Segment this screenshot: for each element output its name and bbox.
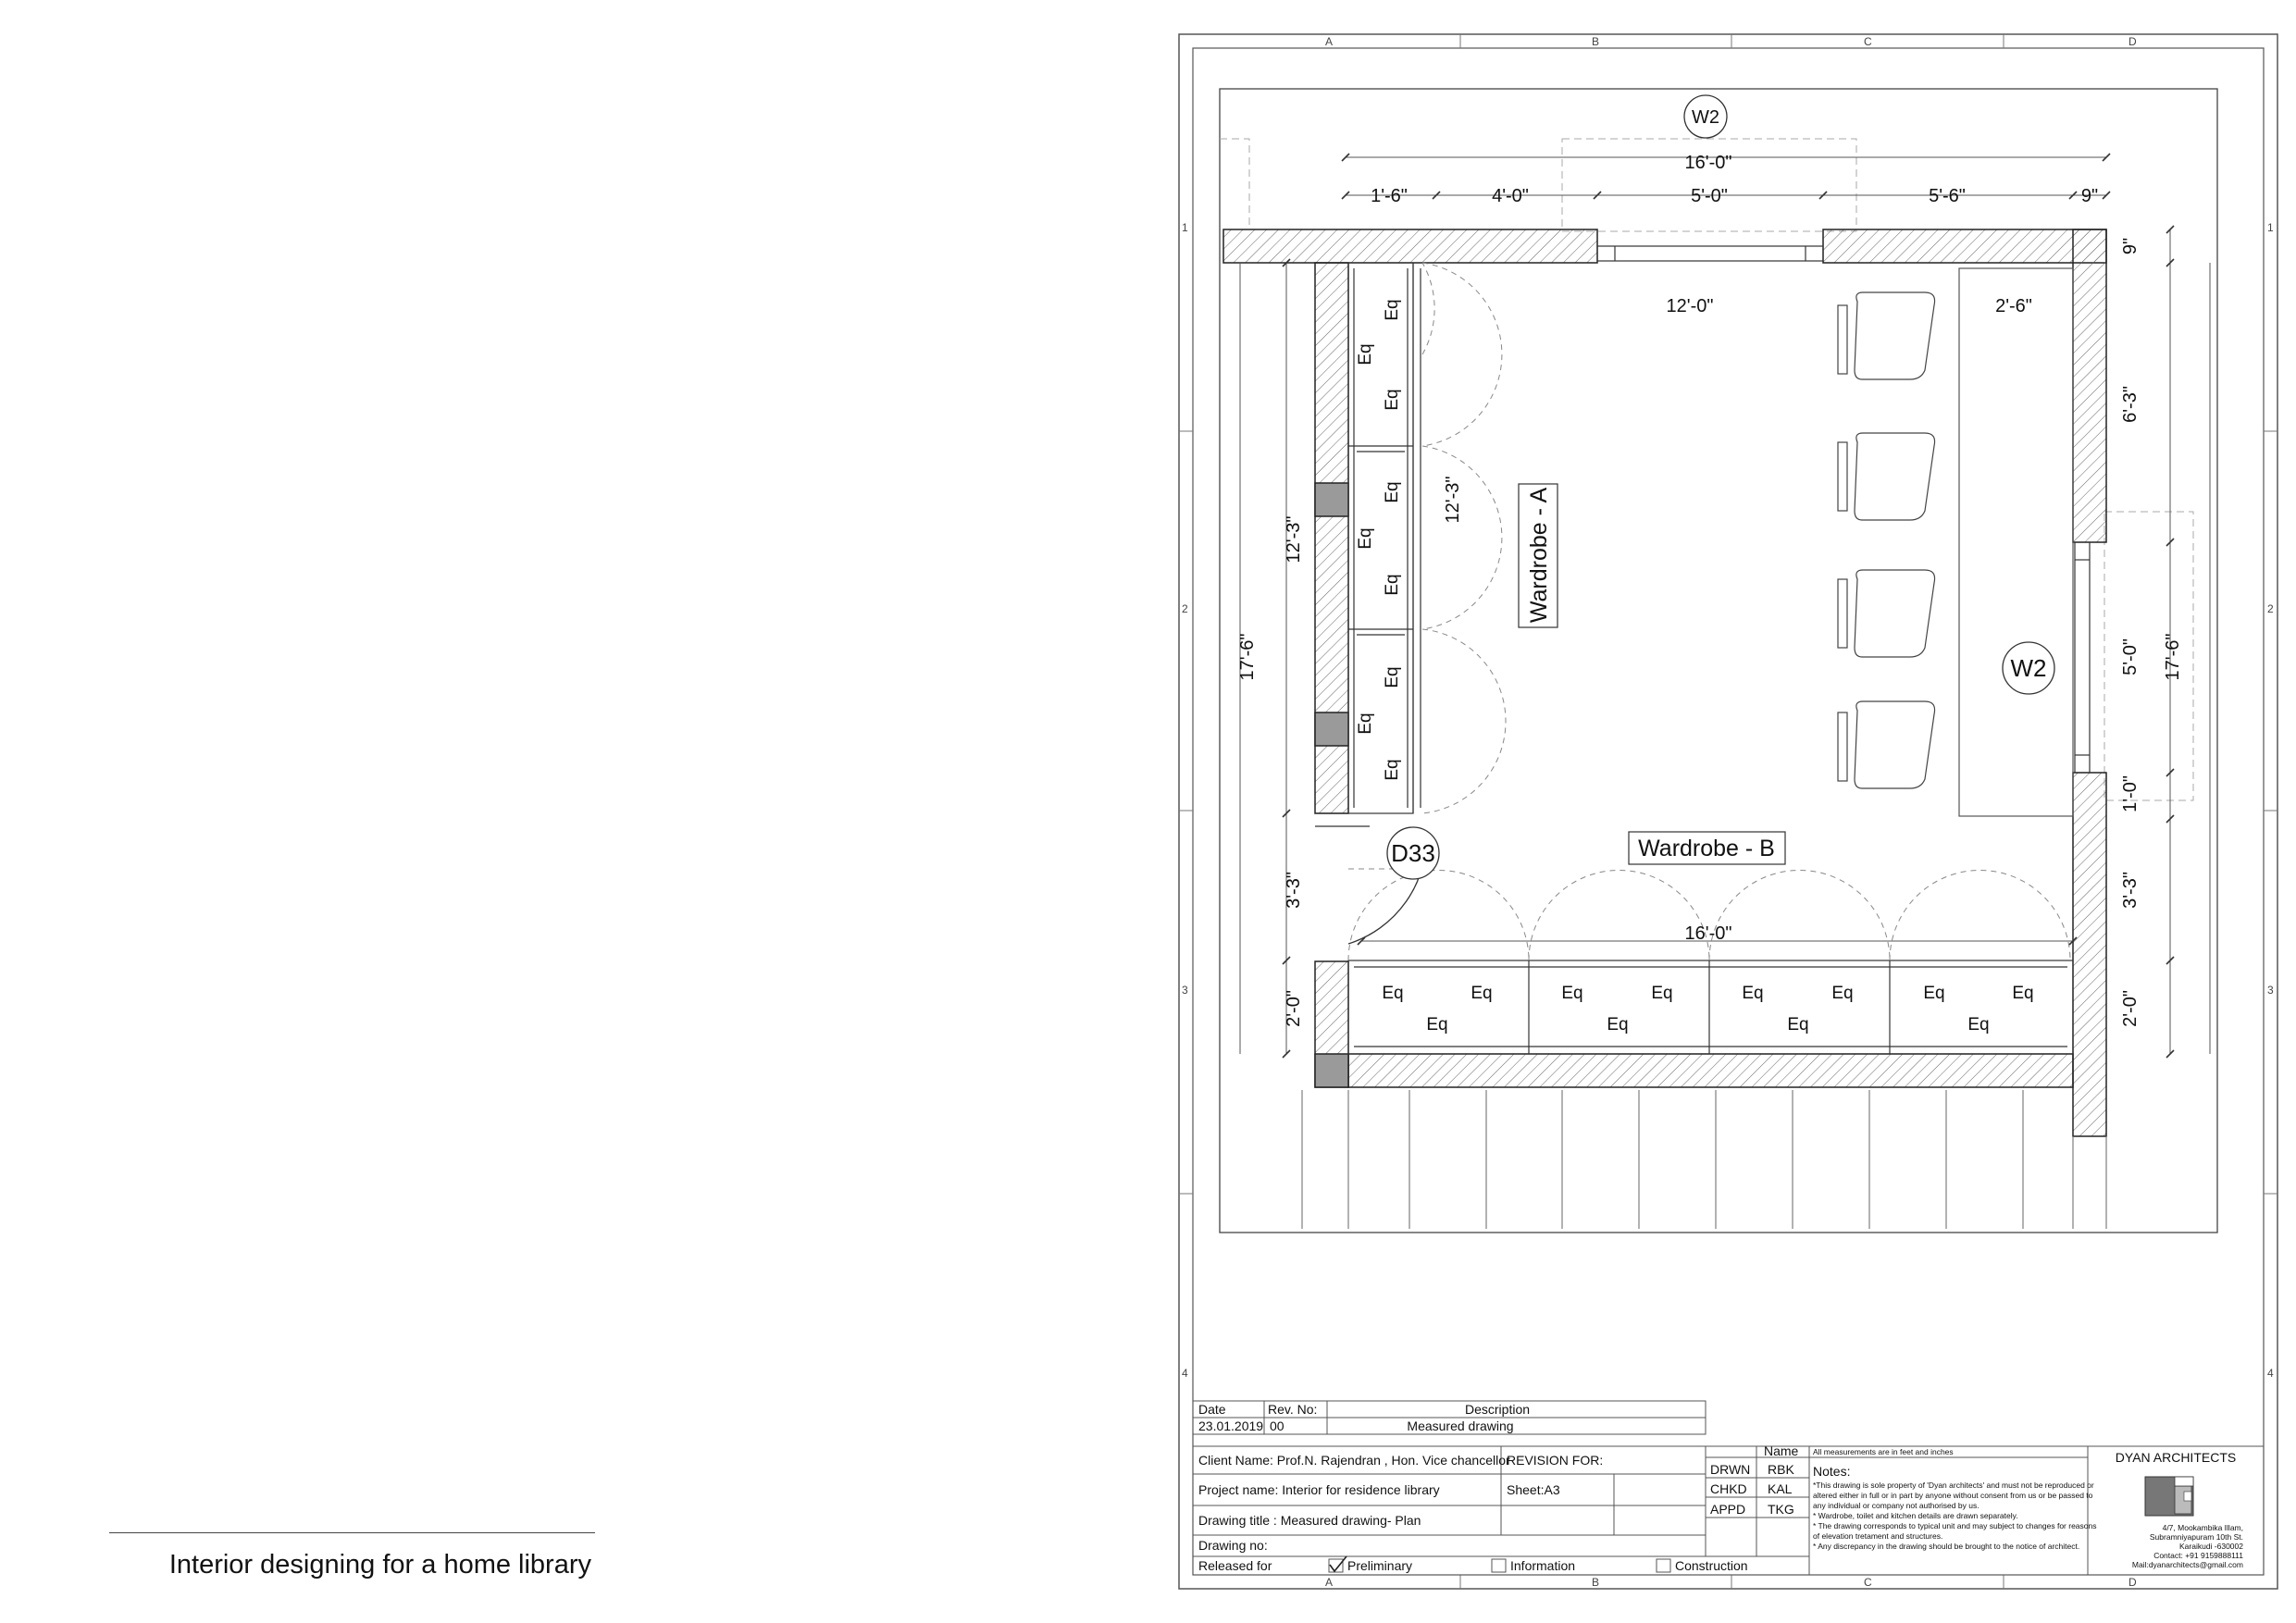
eq-label: Eq <box>1607 1015 1629 1035</box>
chair-2 <box>1838 433 1935 520</box>
eq-label: Eq <box>1382 984 1404 1003</box>
grid-col-c-top: C <box>1864 35 1872 48</box>
tb-client: Client Name: Prof.N. Rajendran , Hon. Vice chancellor <box>1198 1453 1510 1468</box>
tb-drwn: DRWN <box>1710 1462 1751 1477</box>
tb-note-5: * The drawing corresponds to typical unit and may subject to changes for reasons <box>1813 1521 2097 1530</box>
chair-4 <box>1838 701 1935 788</box>
dim-top-2: 4'-0" <box>1492 186 1529 206</box>
wardrobe-b <box>1348 960 2073 1054</box>
grid-row-2-right: 2 <box>2267 602 2274 615</box>
tb-drawing-title: Drawing title : Measured drawing- Plan <box>1198 1513 1421 1528</box>
grid-col-d-bottom: D <box>2128 1576 2137 1589</box>
tag-d33 <box>1387 827 1439 879</box>
grid-row-3-right: 3 <box>2267 984 2274 997</box>
eq-label: Eq <box>1471 984 1493 1003</box>
eq-label: Eq <box>1426 1015 1448 1035</box>
grid-row-1-left: 1 <box>1182 221 1188 234</box>
wall-right-upper <box>2073 229 2106 542</box>
tb-addr-5: Mail:dyanarchitects@gmail.com <box>2131 1560 2243 1569</box>
grid-row-4-left: 4 <box>1182 1367 1188 1380</box>
grid-row-4-right: 4 <box>2267 1367 2274 1380</box>
tb-opt-preliminary: Preliminary <box>1347 1558 1413 1573</box>
dim-right-5: 3'-3" <box>2120 872 2141 909</box>
dim-left-4: 2'-0" <box>1284 990 1304 1027</box>
grid-row-1-right: 1 <box>2267 221 2274 234</box>
preliminary-check-icon <box>1330 1556 1347 1571</box>
eq-label: Eq <box>1356 343 1375 365</box>
tb-note-6: of elevation tretament and structures. <box>1813 1531 1943 1541</box>
dim-left-overall: 17'-6" <box>1237 633 1258 681</box>
column-1 <box>1315 483 1348 516</box>
eq-label: Eq <box>1831 984 1854 1003</box>
stair-lines <box>1302 1090 2106 1229</box>
dim-inner-width: 12'-0" <box>1666 296 1714 316</box>
tb-note-4: * Wardrobe, toilet and kitchen details are drawn separately. <box>1813 1511 2018 1520</box>
tb-released-for: Released for <box>1198 1558 1272 1573</box>
dim-left-3: 3'-3" <box>1284 872 1304 909</box>
tb-drawing-no: Drawing no: <box>1198 1538 1268 1553</box>
page-caption <box>109 1532 595 1580</box>
study-table <box>1959 268 2073 816</box>
dim-bottom-wardrobe: 16'-0" <box>1684 923 1732 944</box>
tb-drwn-name: RBK <box>1768 1462 1794 1477</box>
grid-col-b-top: B <box>1592 35 1600 48</box>
tb-chkd: CHKD <box>1710 1481 1747 1496</box>
eq-label: Eq <box>1923 984 1945 1003</box>
tb-notes-title: Notes: <box>1813 1464 1851 1479</box>
tb-appd: APPD <box>1710 1502 1746 1517</box>
wardrobe-b-door-swings <box>1348 869 2070 960</box>
tag-w2-top-label: W2 <box>1692 107 1719 128</box>
eq-label: Eq <box>1787 1015 1809 1035</box>
dim-right-4: 1'-0" <box>2120 775 2141 812</box>
tag-w2-right <box>2003 642 2054 694</box>
chair-1 <box>1838 292 1935 379</box>
tb-note-3: any individual or company not authorised by us. <box>1813 1501 1980 1510</box>
tb-addr-1: 4/7, Mookambika Illam, <box>2162 1523 2243 1532</box>
eq-label: Eq <box>1356 712 1375 735</box>
grid-col-d-top: D <box>2128 35 2137 48</box>
grid-col-b-bottom: B <box>1592 1576 1600 1589</box>
dim-top-4: 5'-6" <box>1929 186 1966 206</box>
column-2 <box>1315 712 1348 746</box>
dim-right-2: 6'-3" <box>2120 386 2141 423</box>
tb-rev-header: Rev. No: <box>1268 1402 1318 1417</box>
eq-label: Eq <box>1383 666 1402 688</box>
tb-revision-for: REVISION FOR: <box>1507 1453 1604 1468</box>
dim-top-1: 1'-6" <box>1371 186 1408 206</box>
label-wardrobe-a-text: Wardrobe - A <box>1526 487 1552 624</box>
tb-opt-information: Information <box>1510 1558 1576 1573</box>
wall-top-right <box>1823 229 2106 263</box>
grid-row-2-left: 2 <box>1182 602 1188 615</box>
eq-label: Eq <box>1383 389 1402 411</box>
dim-top-5: 9" <box>2080 186 2099 206</box>
tb-date-header: Date <box>1198 1402 1226 1417</box>
dim-table-width: 2'-6" <box>1995 296 2032 316</box>
tb-addr-2: Subramniyapuram 10th St. <box>2149 1532 2243 1542</box>
eq-label: Eq <box>1383 759 1402 781</box>
eq-label: Eq <box>1383 299 1402 321</box>
caption-text: Interior designing for a home library <box>168 1550 591 1580</box>
eq-label: Eq <box>1967 1015 1990 1035</box>
wall-bottom <box>1348 1054 2073 1087</box>
tb-addr-3: Karaikudi -630002 <box>2179 1542 2243 1551</box>
tb-note-2: altered either in full or in part by anyone without consent from us or be passed to <box>1813 1491 2093 1500</box>
tb-note-7: * Any discrepancy in the drawing should be brought to the notice of architect. <box>1813 1542 2080 1551</box>
tb-appd-name: TKG <box>1768 1502 1794 1517</box>
tb-desc-value: Measured drawing <box>1407 1419 1514 1433</box>
tb-desc-header: Description <box>1464 1402 1531 1417</box>
dim-right-1: 9" <box>2120 237 2141 255</box>
wardrobe-a-door-swings <box>1422 263 1506 813</box>
dimension-lines <box>1240 157 2210 1054</box>
column-3 <box>1315 1054 1348 1087</box>
dim-top-overall: 16'-0" <box>1684 153 1732 173</box>
tb-name-header: Name <box>1764 1443 1799 1458</box>
grid-col-a-bottom: A <box>1325 1576 1334 1589</box>
eq-label: Eq <box>1356 527 1375 550</box>
dim-right-3: 5'-0" <box>2120 638 2141 675</box>
label-wardrobe-a <box>1519 484 1558 627</box>
eq-label: Eq <box>1742 984 1764 1003</box>
firm-logo <box>2145 1477 2193 1516</box>
eq-label: Eq <box>2012 984 2034 1003</box>
tb-project: Project name: Interior for residence library <box>1198 1482 1440 1497</box>
chair-3 <box>1838 570 1935 657</box>
dim-top-3: 5'-0" <box>1691 186 1728 206</box>
tag-w2-top <box>1684 95 1727 138</box>
tb-note-1: *This drawing is sole property of 'Dyan architects' and must not be reproduced or <box>1813 1481 2094 1490</box>
eq-label: Eq <box>1383 574 1402 596</box>
wall-top-left <box>1223 229 1597 263</box>
dim-right-overall: 17'-6" <box>2163 633 2183 681</box>
grid-col-a-top: A <box>1325 35 1334 48</box>
chairs <box>1838 292 1935 788</box>
tb-addr-4: Contact: +91 9159888111 <box>2153 1551 2243 1560</box>
label-wardrobe-b <box>1629 832 1785 864</box>
eq-label: Eq <box>1651 984 1673 1003</box>
dim-wardrobe-a-length: 12'-3" <box>1443 476 1463 524</box>
tb-opt-construction: Construction <box>1675 1558 1748 1573</box>
tb-chkd-name: KAL <box>1768 1481 1793 1496</box>
tb-measure-note: All measurements are in feet and inches <box>1813 1447 1954 1456</box>
tb-sheet: Sheet:A3 <box>1507 1482 1560 1497</box>
dim-left-segment: 12'-3" <box>1284 515 1304 564</box>
tb-date-value: 23.01.2019 <box>1198 1419 1264 1433</box>
label-wardrobe-b-text: Wardrobe - B <box>1638 836 1775 861</box>
eq-label: Eq <box>1383 481 1402 503</box>
tb-firm-name: DYAN ARCHITECTS <box>2115 1450 2237 1465</box>
wall-right-lower <box>2073 773 2106 1136</box>
eq-label: Eq <box>1561 984 1583 1003</box>
tb-rev-value: 00 <box>1270 1419 1285 1433</box>
tag-w2-right-label: W2 <box>2010 654 2047 682</box>
grid-col-c-bottom: C <box>1864 1576 1872 1589</box>
grid-row-3-left: 3 <box>1182 984 1188 997</box>
dimension-ticks <box>1283 154 2174 1058</box>
tag-d33-label: D33 <box>1391 839 1435 867</box>
dim-right-6: 2'-0" <box>2120 990 2141 1027</box>
